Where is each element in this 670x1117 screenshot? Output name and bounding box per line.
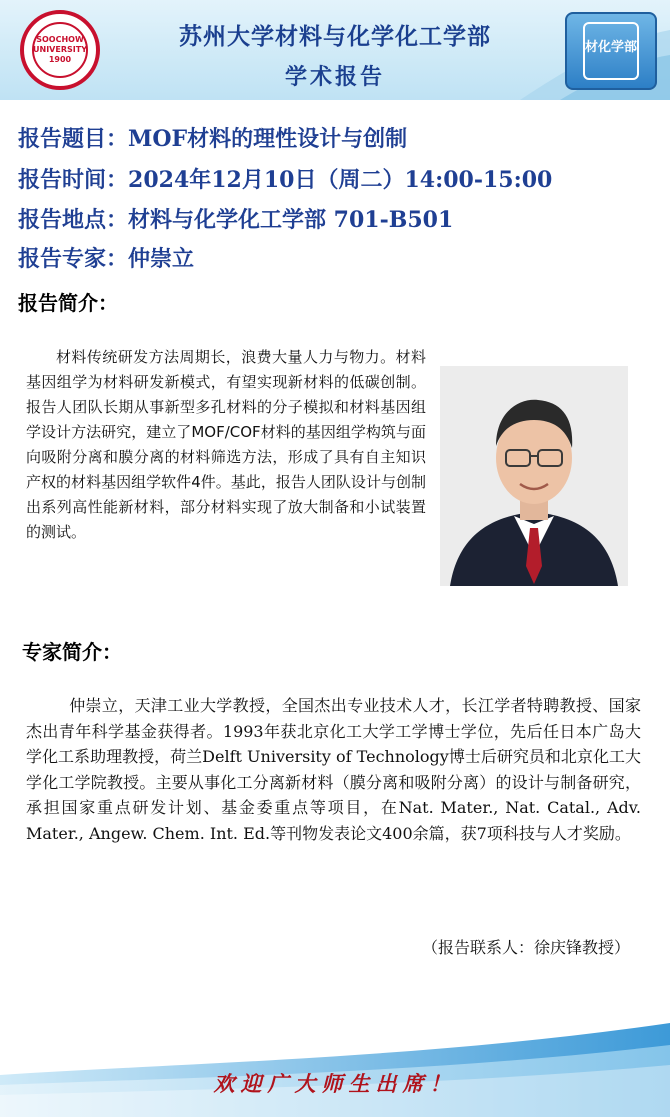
report-topic-label: 报告题目： <box>18 126 129 152</box>
footer-wave-decoration <box>0 1015 670 1117</box>
report-time <box>18 163 552 194</box>
report-expert-label: 报告专家： <box>18 246 129 272</box>
welcome-message: 欢迎广大师生出席！ <box>213 1071 457 1096</box>
abstract-text: 材料传统研发方法周期长，浪费大量人力与物力。材料基因组学为材料研发新模式，有望实现新材料的低碳创制。报告人团队长期从事新型多孔材料的分子模拟和材料基因组学设计方法研究，建立了MOF/COF材料的基因组学构筑与面向吸附分离和膜分离的材料筛选方法，形成了具有自主知识产权的材料基因组学软件4件。基此，报告人团队设计与创制出系列高性能新材料，部分材料实现了放大制备和小试装置的测试。 <box>26 348 426 541</box>
report-time-label: 报告时间： <box>18 167 129 193</box>
report-place-label: 报告地点： <box>18 207 129 233</box>
contact-person: （报告联系人：徐庆锋教授） <box>421 938 630 957</box>
report-place <box>18 203 453 234</box>
header-banner <box>0 0 670 100</box>
bio-text: 仲崇立，天津工业大学教授，全国杰出专业技术人才，长江学者特聘教授、国家杰出青年科学基金获得者。1993年获北京化工大学工学博士学位，先后任日本广岛大学化工系助理教授，荷兰Delft University of Technology博士后研究员和北京化工大学化工学院教授。主要从事化工分离新材料（膜分离和吸附分离）的设计与制备研究，承担国家重点研发计划、基金委重点等项目，在Nat. Mater., Nat. Catal., Adv. Mater., Angew. Chem. Int. Ed.等刊物发表论文400余篇，获7项科技与人才奖励。 <box>26 696 641 843</box>
report-expert-value: 仲崇立 <box>128 246 195 272</box>
logo-text-line1: SOOCHOW <box>36 35 84 44</box>
report-type-title: 学术报告 <box>284 65 385 90</box>
university-logo <box>20 10 100 90</box>
report-topic-value: MOF材料的理性设计与创制 <box>128 126 408 152</box>
organization-title: 苏州大学材料与化学化工学部 <box>179 24 491 50</box>
abstract-heading: 报告简介： <box>18 291 118 315</box>
report-time-value: 2024年12月10日（周二）14:00-15:00 <box>128 167 553 193</box>
report-place-value: 材料与化学化工学部 701-B501 <box>128 207 454 233</box>
logo-text-line2: UNIVERSITY <box>33 45 87 54</box>
speaker-photo <box>440 366 628 586</box>
school-logo <box>565 12 657 90</box>
speaker-portrait-illustration <box>440 366 628 586</box>
report-expert <box>18 242 194 273</box>
report-topic <box>18 122 407 153</box>
logo-text-line3: 1900 <box>48 55 72 64</box>
school-logo-text: 材化学部 <box>584 40 637 55</box>
bio-heading: 专家简介： <box>22 640 122 664</box>
